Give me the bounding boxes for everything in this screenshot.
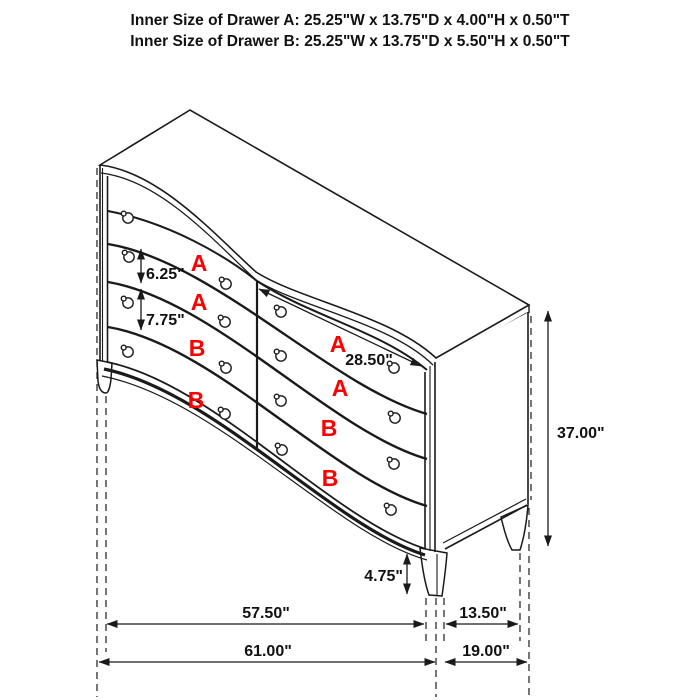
dimension-label: 57.50"	[242, 605, 290, 622]
drawer-label: A	[329, 331, 347, 357]
dresser-right-side	[435, 312, 528, 552]
dimension-label: 13.50"	[459, 605, 507, 622]
drawer-knob	[388, 411, 400, 423]
drawer-knob	[274, 394, 286, 406]
drawer-label: A	[190, 250, 208, 276]
dim-depth-between-legs	[446, 605, 518, 624]
drawer-separator	[108, 282, 427, 459]
drawer-label: B	[320, 415, 338, 441]
dimension-label: 7.75"	[146, 312, 185, 329]
drawer-knob	[274, 349, 286, 361]
dim-overall-depth	[445, 643, 527, 662]
dimension-label: 19.00"	[462, 643, 510, 660]
drawer-label: A	[331, 375, 349, 401]
dimension-label: 6.25"	[146, 266, 185, 283]
dim-drawer-b-height	[141, 289, 185, 330]
drawer-knob	[121, 345, 133, 357]
drawer-knob	[387, 457, 399, 469]
dimension-label: 37.00"	[557, 425, 605, 442]
drawer-knob	[122, 250, 134, 262]
drawer-knob	[218, 315, 230, 327]
dimension-label: 61.00"	[244, 643, 292, 660]
dimension-label: 28.50"	[345, 352, 393, 369]
diagram-title-line1: Inner Size of Drawer A: 25.25"W x 13.75"D x 4.00"H x 0.50"T	[130, 12, 570, 29]
drawer-knob	[218, 407, 230, 419]
drawer-label: B	[321, 465, 339, 491]
drawer-label: B	[187, 387, 205, 413]
dim-width-between-legs	[107, 605, 424, 624]
diagram-title-line2: Inner Size of Drawer B: 25.25"W x 13.75"D x 5.50"H x 0.50"T	[130, 33, 570, 50]
drawer-label: B	[188, 335, 206, 361]
dim-leg-height	[364, 554, 407, 594]
drawer-knob	[219, 361, 231, 373]
drawer-knob	[219, 277, 231, 289]
drawer-knob	[384, 503, 396, 515]
dim-overall-height	[548, 311, 605, 546]
drawer-knob	[121, 296, 133, 308]
dresser-left-post	[100, 165, 108, 362]
drawer-label: A	[190, 289, 208, 315]
drawer-knob	[275, 443, 287, 455]
drawer-knob	[274, 305, 286, 317]
dim-overall-width	[99, 643, 435, 662]
drawer-front	[107, 211, 427, 549]
dresser-right-post	[425, 362, 435, 552]
drawer-knob	[121, 211, 133, 223]
dimension-label: 4.75"	[364, 568, 403, 585]
base-rail	[102, 369, 427, 560]
